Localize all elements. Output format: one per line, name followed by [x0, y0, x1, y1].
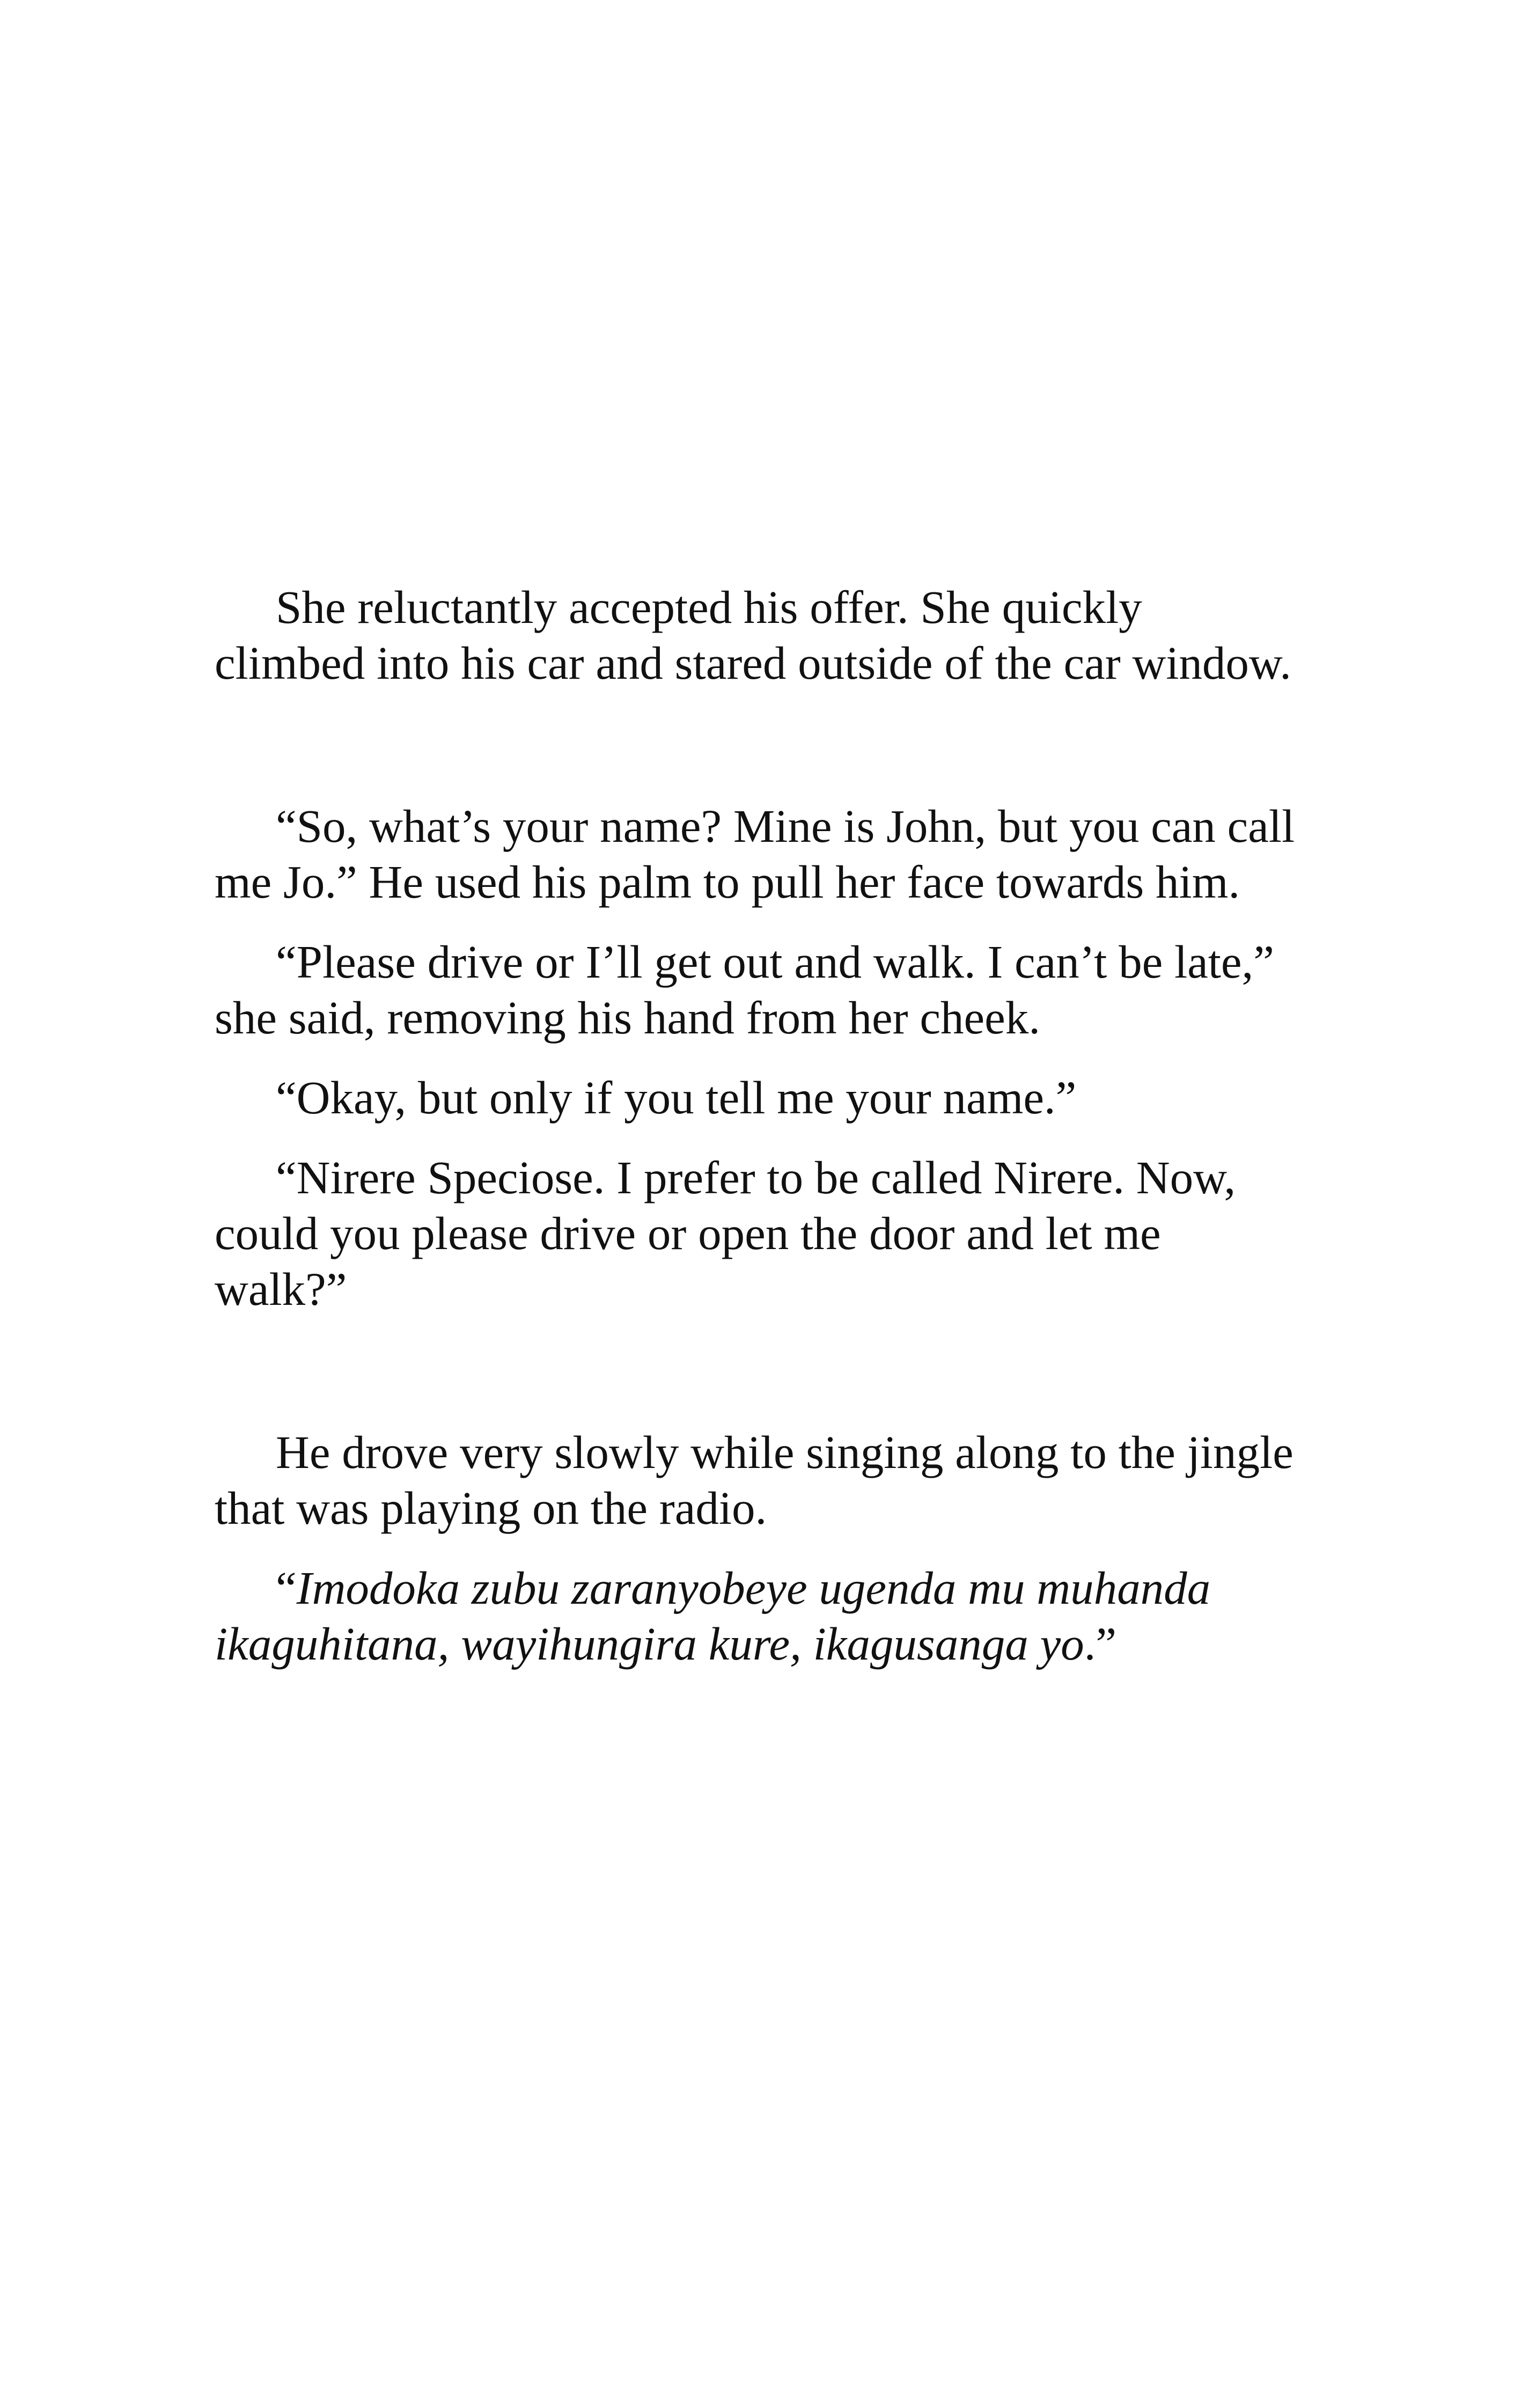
paragraph-please-drive: “Please drive or I’ll get out and walk. I can’t be late,” she said, removing his hand from her cheek.: [215, 936, 1274, 1044]
paragraph-accepted-offer: She reluctantly accepted his offer. She quickly climbed into his car and stared outside of the car window.: [215, 581, 1291, 689]
page-body-text: [215, 579, 1304, 1672]
paragraph-song-lyrics: [215, 1560, 1304, 1672]
lyrics-text: Imodoka zubu zaranyobeye ugenda mu muhanda ikaguhitana, wayihungira kure, ikagusanga yo: [215, 1562, 1211, 1670]
paragraph-john-introduction: “So, what’s your name? Mine is John, but you can call me Jo.” He used his palm to pull her face towards him.: [215, 800, 1295, 908]
paragraph-tell-name: “Okay, but only if you tell me your name.”: [276, 1071, 1077, 1124]
lyrics-close-quote: .”: [1084, 1618, 1116, 1670]
lyrics-open-quote: “: [276, 1562, 297, 1614]
paragraph-drove-slowly: He drove very slowly while singing along to the jingle that was playing on the radio.: [215, 1426, 1294, 1534]
paragraph-nirere-speciose: “Nirere Speciose. I prefer to be called Nirere. Now, could you please drive or open the door and let me walk?”: [215, 1151, 1236, 1315]
